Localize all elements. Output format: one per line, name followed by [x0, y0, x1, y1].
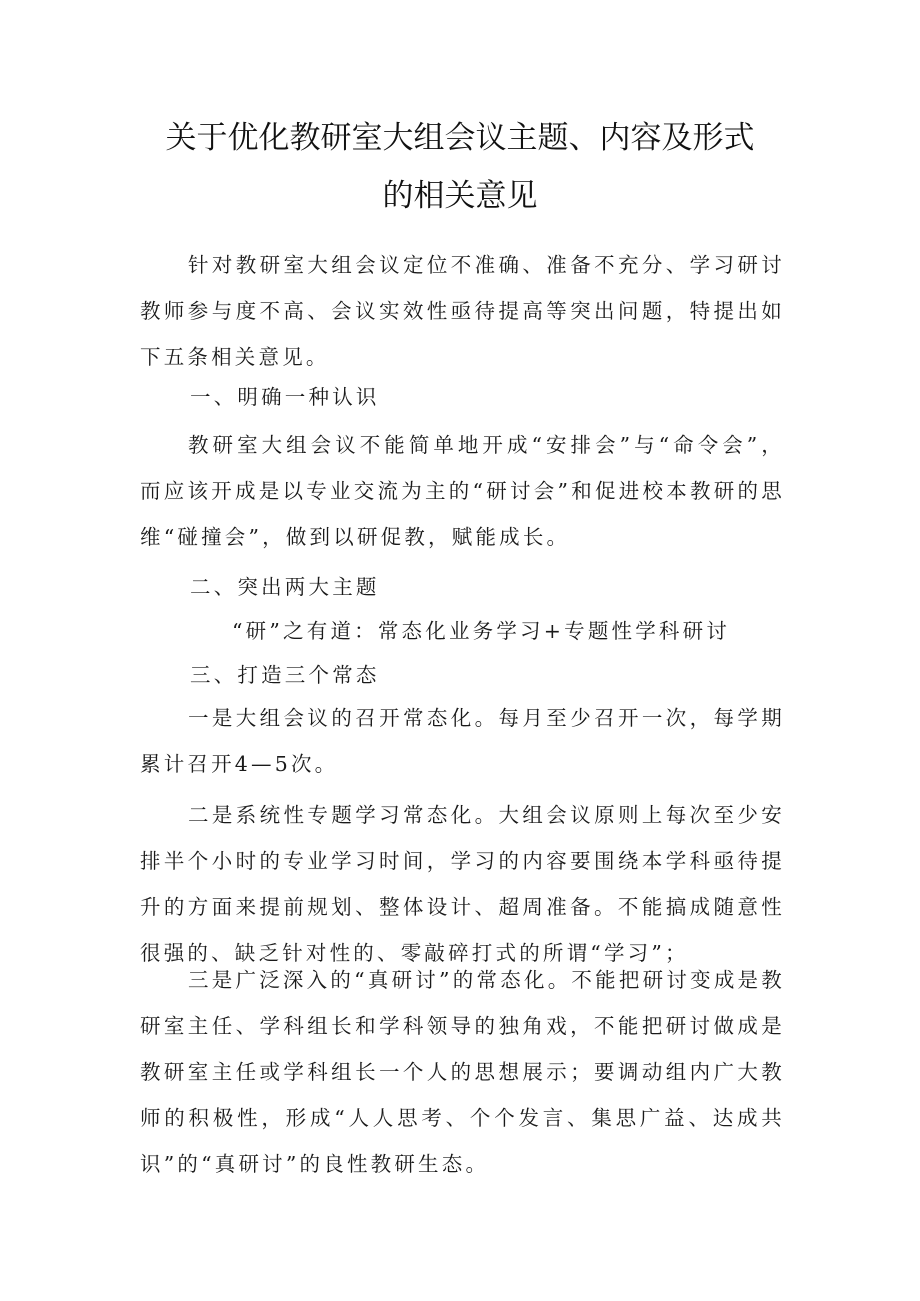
section-1-heading: 一、明确一种认识	[190, 385, 380, 409]
section-3-item-2: 二是系统性专题学习常态化。大组会议原则上每次至少安排半个小时的专业学习时间，学习的内容要围绕本学科亟待提升的方面来提前规划、整体设计、超周准备。不能搞成随意性很强的、缺乏针对性的、零敲碎打式的所谓“学习”；	[140, 803, 785, 965]
document-title-line-1: 关于优化教研室大组会议主题、内容及形式	[165, 120, 755, 156]
section-1-paragraph: 教研室大组会议不能简单地开成“安排会”与“命令会”，而应该开成是以专业交流为主的“研讨会”和促进校本教研的思维“碰撞会”，做到以研促教，赋能成长。	[140, 433, 785, 549]
document-title-line-2: 的相关意见	[382, 178, 538, 214]
section-2-heading: 二、突出两大主题	[190, 575, 380, 599]
section-3-item-3: 三是广泛深入的“真研讨”的常态化。不能把研讨变成是教研室主任、学科组长和学科领导的独角戏，不能把研讨做成是教研室主任或学科组长一个人的思想展示；要调动组内广大教师的积极性，形成“人人思考、个个发言、集思广益、达成共识”的“真研讨”的良性教研生态。	[140, 968, 785, 1176]
section-3-item-1: 一是大组会议的召开常态化。每月至少召开一次，每学期累计召开4—5次。	[140, 706, 785, 776]
section-3-heading: 三、打造三个常态	[190, 663, 380, 687]
intro-paragraph: 针对教研室大组会议定位不准确、准备不充分、学习研讨教师参与度不高、会议实效性亟待提高等突出问题，特提出如下五条相关意见。	[140, 253, 785, 369]
section-2-paragraph: “研”之有道：常态化业务学习+专题性学科研讨	[232, 619, 731, 643]
